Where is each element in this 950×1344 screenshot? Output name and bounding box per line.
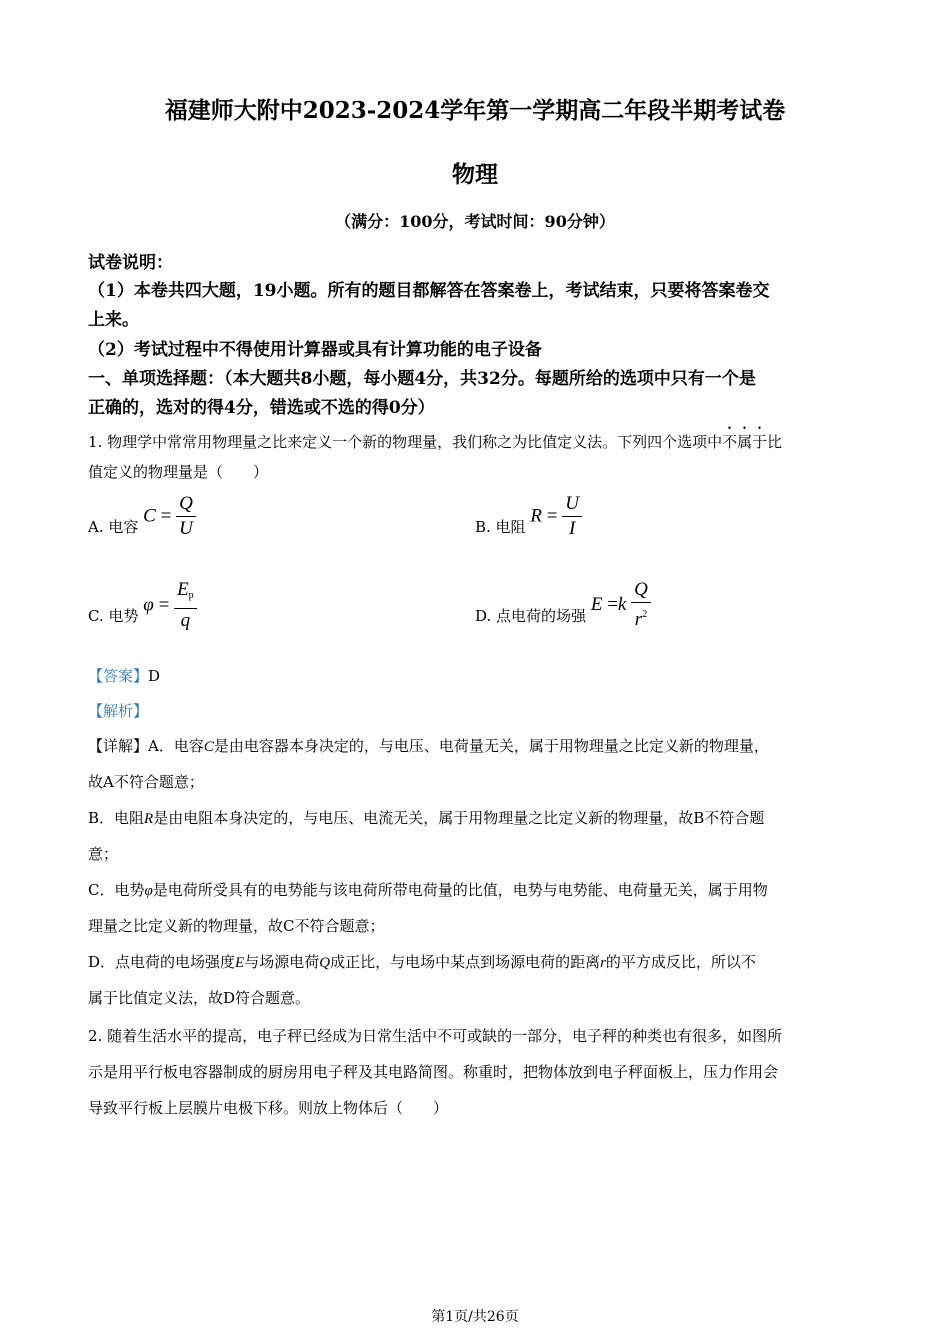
q1-detail-b	[88, 807, 764, 828]
q1-stem-part2: 比	[767, 433, 783, 451]
instruction-item-2: （2）考试过程中不得使用计算器或具有计算功能的电子设备	[88, 340, 542, 360]
option-b-fraction	[562, 492, 582, 541]
detail-a-var: C	[203, 739, 214, 755]
option-b-num: U	[562, 492, 582, 517]
q1-stem-part1: 1. 物理学中常常用物理量之比来定义一个新的物理量，我们称之为比值定义法。下列四个选项中	[88, 433, 723, 451]
detail-b-var: R	[144, 811, 154, 827]
option-d-num: Q	[631, 578, 651, 603]
q1-stem	[88, 424, 782, 452]
q1-option-a	[88, 492, 196, 541]
option-a-den: U	[179, 518, 193, 539]
q1-option-b	[475, 492, 582, 541]
q1-analysis-tag: 【解析】	[88, 702, 149, 720]
subject-title: 物理	[452, 161, 498, 188]
detail-b-pre: B．电阻	[88, 809, 145, 827]
page-number: 第1页/共26页	[431, 1309, 519, 1325]
detail-b-post: 是由电阻本身决定的，与电压、电流无关，属于用物理量之比定义新的物理量，故B不符合题	[153, 809, 765, 827]
detail-d-var-e: E	[235, 955, 245, 971]
option-c-num-sub: p	[188, 590, 194, 601]
option-b-label: B. 电阻	[475, 518, 526, 536]
q1-stem-emphasis: 不属于	[722, 433, 768, 451]
option-a-eq: =	[160, 505, 172, 527]
q1-option-d	[475, 578, 651, 632]
option-a-label: A. 电容	[88, 518, 139, 536]
detail-d-mid2: 成正比，与电场中某点到场源电荷的距离	[330, 953, 601, 971]
instructions-heading: 试卷说明：	[88, 253, 173, 273]
option-b-den: I	[568, 518, 576, 539]
option-a-lhs: C	[143, 505, 156, 527]
detail-d-var-r: r	[600, 955, 606, 971]
instruction-item-1: （1）本卷共四大题，19小题。所有的题目都解答在答案卷上，考试结束，只要将答案卷交	[88, 281, 770, 301]
section1-heading: 一、单项选择题：（本大题共8小题，每小题4分，共32分。每题所给的选项中只有一个是	[88, 369, 756, 389]
q1-detail-c-cont: 理量之比定义新的物理量，故C不符合题意；	[88, 917, 385, 935]
detail-a-post: 是由电容器本身决定的，与电压、电荷量无关，属于用物理量之比定义新的物理量，	[213, 737, 769, 755]
option-d-lhs: E	[590, 594, 603, 615]
q1-detail-b-cont: 意；	[88, 845, 119, 863]
q1-detail-a-cont: 故A不符合题意；	[88, 773, 204, 791]
option-d-fraction	[631, 578, 651, 632]
option-a-fraction	[176, 492, 196, 541]
option-b-eq: =	[546, 505, 558, 527]
exam-meta: （满分：100分，考试时间：90分钟）	[335, 212, 615, 231]
q1-answer	[88, 665, 160, 686]
option-c-fraction	[174, 578, 197, 633]
q2-stem-line3: 导致平行板上层膜片电极下移。则放上物体后（ ）	[88, 1099, 449, 1117]
detail-d-var-q: Q	[319, 955, 331, 971]
exam-title: 福建师大附中2023-2024学年第一学期高二年段半期考试卷	[164, 97, 786, 124]
detail-d-pre: D．点电荷的电场强度	[88, 953, 236, 971]
instruction-item-1-cont: 上来。	[88, 310, 139, 330]
detail-c-post: 是电荷所受具有的电势能与该电荷所带电荷量的比值，电势与电势能、电荷量无关，属于用物	[152, 881, 768, 899]
option-c-label: C. 电势	[88, 607, 139, 625]
section1-heading-cont: 正确的，选对的得4分，错选或不选的得0分）	[88, 398, 435, 418]
q1-option-c	[88, 578, 197, 633]
option-c-eq: =	[158, 594, 170, 616]
option-d-den-var: r	[634, 609, 643, 630]
q1-detail-c	[88, 879, 768, 900]
detail-c-var: φ	[144, 883, 153, 899]
detail-c-pre: C．电势	[88, 881, 145, 899]
q1-detail-d-cont: 属于比值定义法，故D符合题意。	[88, 989, 311, 1007]
answer-value: D	[148, 667, 161, 685]
detail-d-mid1: 与场源电荷	[244, 953, 320, 971]
q1-detail-d	[88, 951, 756, 972]
option-d-den	[631, 603, 651, 632]
detail-a-pre: 【详解】A．电容	[88, 737, 204, 755]
answer-tag: 【答案】	[88, 667, 149, 685]
option-c-lhs: φ	[143, 594, 154, 616]
q2-stem-line2: 示是用平行板电容器制成的厨房用电子秤及其电路简图。称重时，把物体放到电子秤面板上，压力作用会	[88, 1063, 779, 1081]
option-d-k: k	[617, 594, 627, 615]
option-a-num: Q	[176, 492, 196, 517]
q1-detail-a	[88, 735, 769, 756]
q1-stem-line2: 值定义的物理量是（ ）	[88, 463, 269, 481]
detail-d-post: 的平方成反比，所以不	[605, 953, 756, 971]
option-c-num	[174, 578, 197, 609]
option-d-eq: =	[607, 594, 618, 615]
q2-stem-line1: 2. 随着生活水平的提高，电子秤已经成为日常生活中不可或缺的一部分，电子秤的种类也有很多，如图所	[88, 1027, 783, 1045]
option-d-label: D. 点电荷的场强	[475, 606, 587, 625]
option-c-num-var: E	[177, 579, 189, 600]
option-c-den: q	[180, 610, 191, 631]
option-b-lhs: R	[530, 505, 542, 527]
option-d-den-sup: 2	[642, 609, 648, 620]
